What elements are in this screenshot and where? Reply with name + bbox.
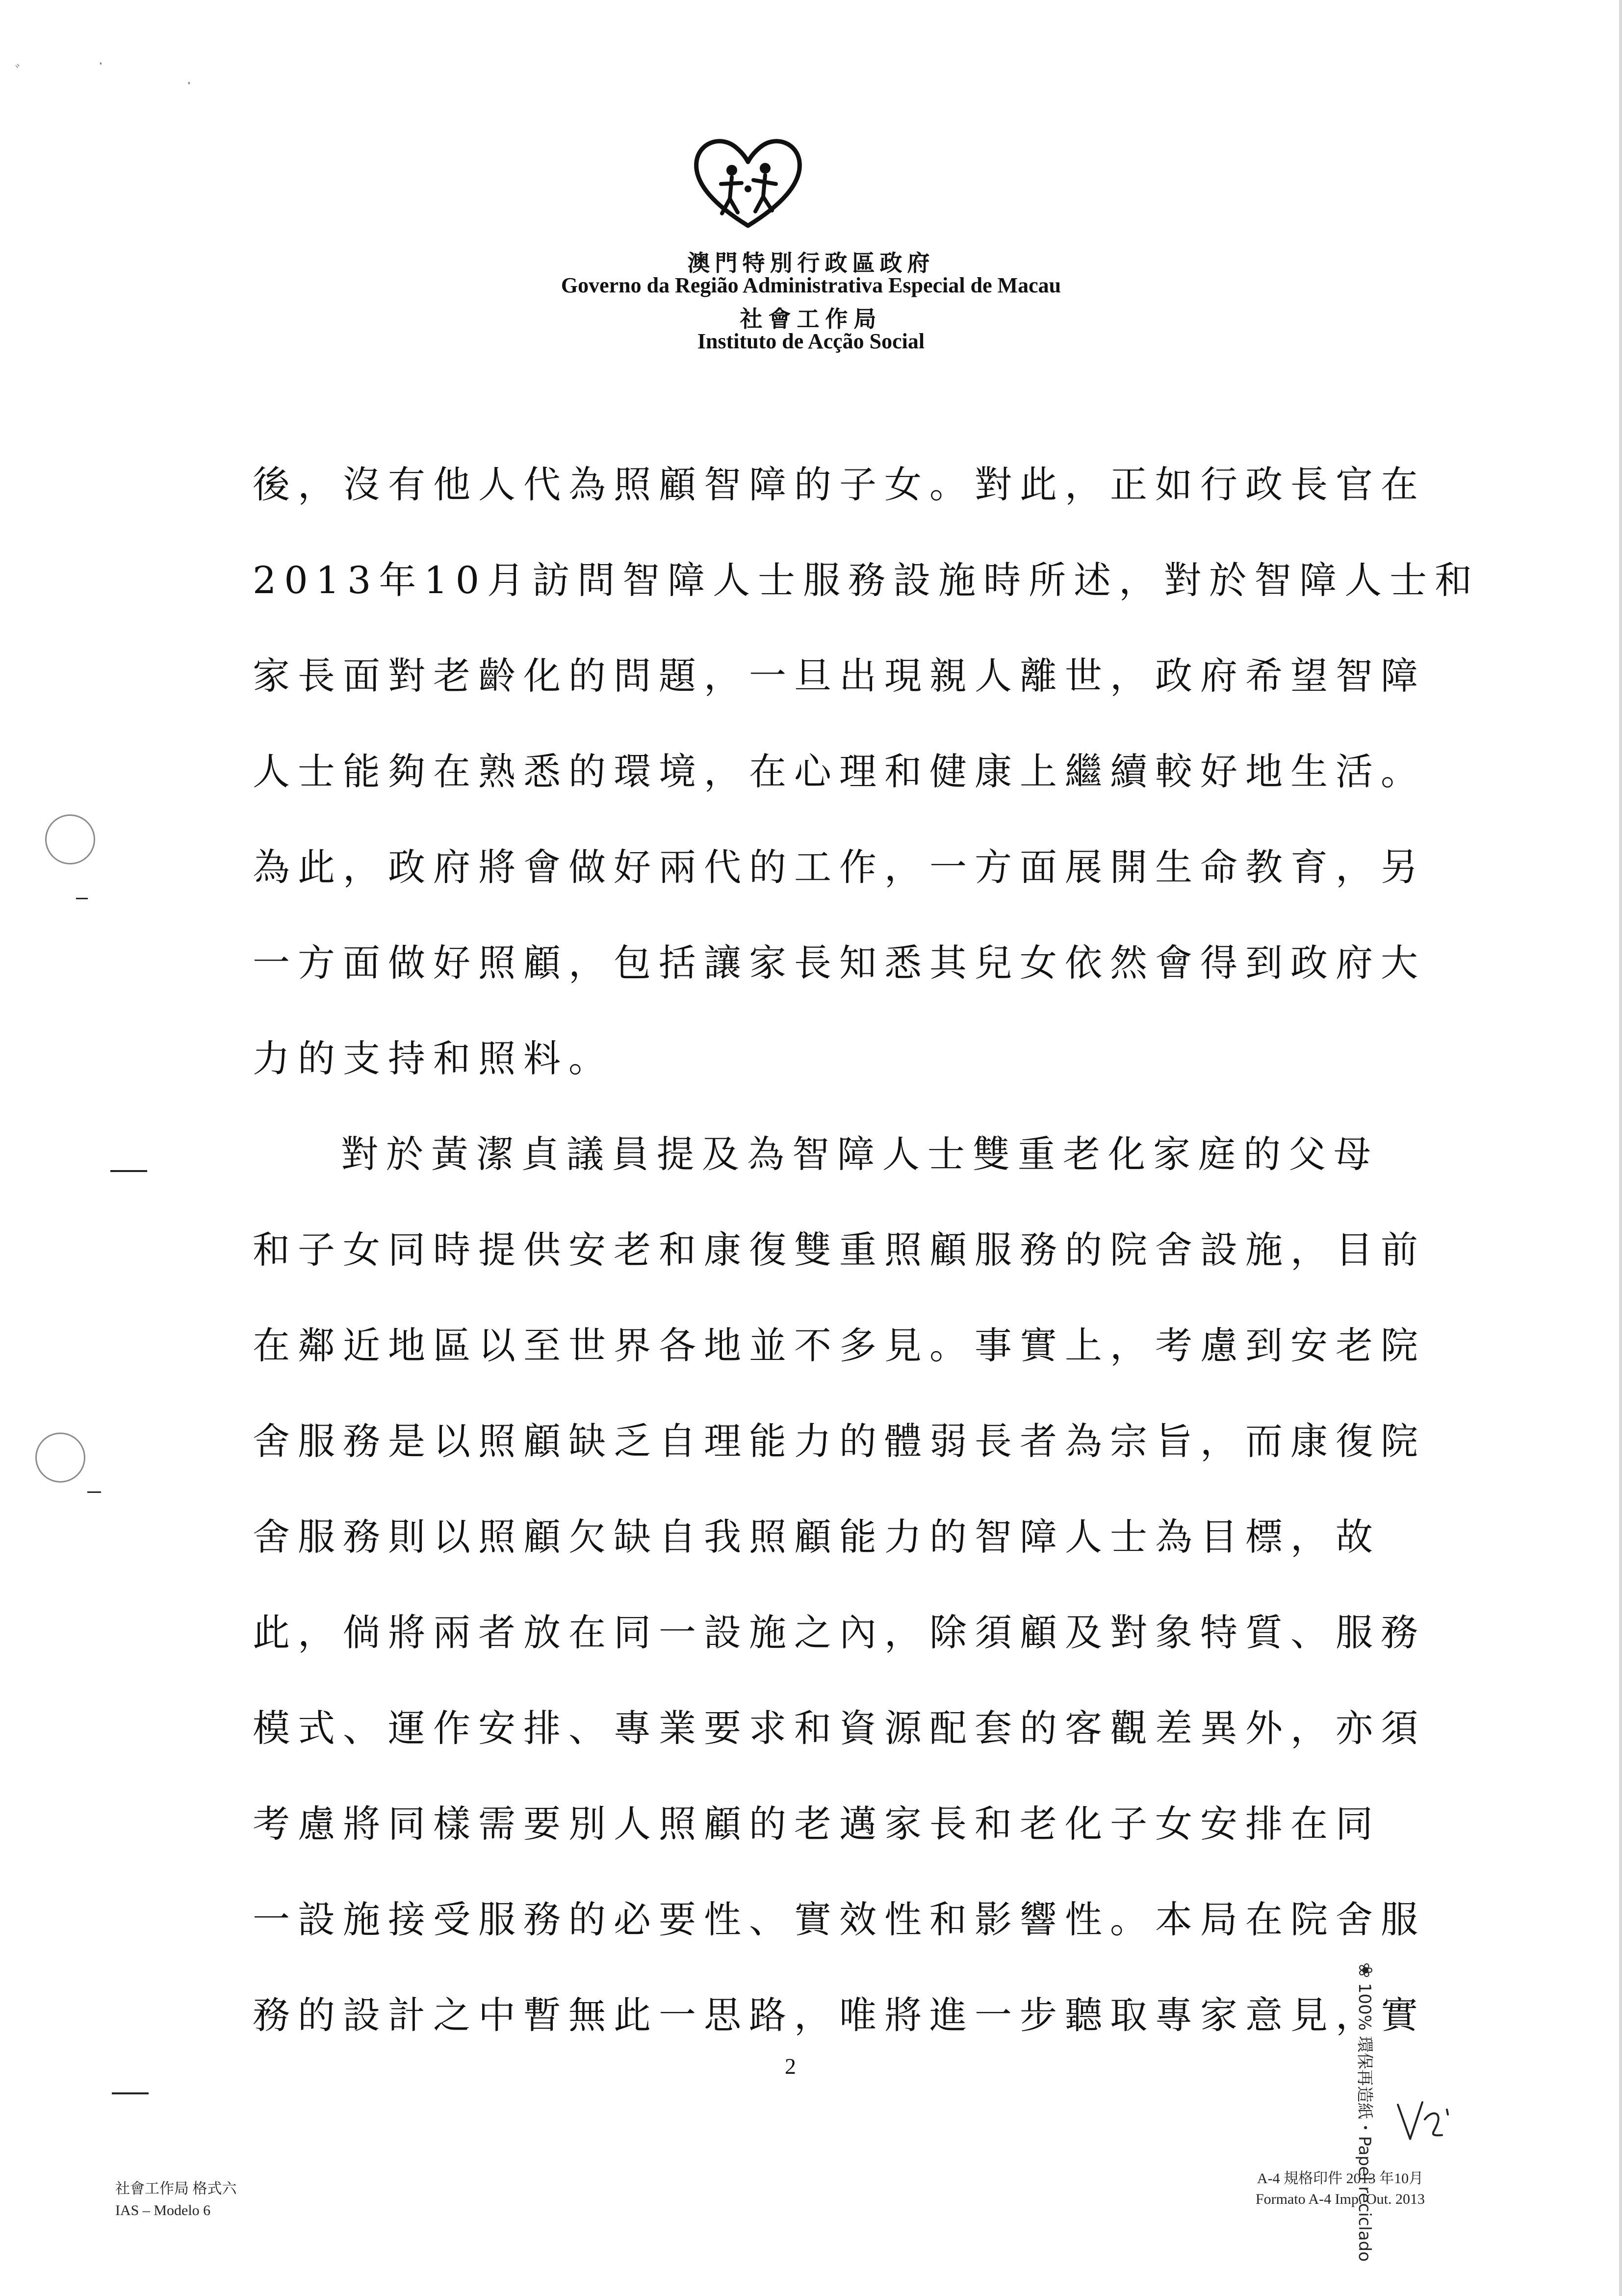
body-line: 務的設計之中暫無此一思路，唯將進一步聽取專家意見，實 bbox=[253, 1993, 1426, 2037]
print-info bbox=[1256, 2168, 1425, 2210]
form-code bbox=[115, 2178, 237, 2221]
body-line: 力的支持和照料。 bbox=[253, 1037, 614, 1080]
letter-body bbox=[253, 450, 1480, 2077]
form-code-pt: IAS – Modelo 6 bbox=[115, 2202, 211, 2218]
body-line: 對於黃潔貞議員提及為智障人士雙重老化家庭的父母 bbox=[341, 1132, 1379, 1176]
body-line: 家長面對老齡化的問題，一旦出現親人離世，政府希望智障 bbox=[253, 654, 1426, 698]
print-info-pt: Formato A-4 Imp. Out. 2013 bbox=[1256, 2191, 1425, 2207]
print-info-zh: A-4 規格印件 2013 年10月 bbox=[1257, 2170, 1424, 2187]
body-line: 一設施接受服務的必要性、實效性和影響性。本局在院舍服 bbox=[253, 1898, 1426, 1941]
letterhead-government-zh: 澳門特別行政區政府 bbox=[687, 250, 935, 276]
body-line: 後，沒有他人代為照顧智障的子女。對此，正如行政長官在 bbox=[253, 463, 1426, 506]
binder-hole bbox=[45, 814, 95, 864]
ias-heart-figures-logo bbox=[687, 125, 809, 238]
body-line: 舍服務是以照顧缺乏自理能力的體弱長者為宗旨，而康復院 bbox=[253, 1419, 1426, 1463]
margin-mark bbox=[76, 898, 88, 899]
body-line: 人士能夠在熟悉的環境，在心理和健康上繼續較好地生活。 bbox=[253, 750, 1426, 793]
binder-hole bbox=[35, 1433, 85, 1483]
recycled-paper-label: 100% 環保再造紙・Papel reciclado bbox=[1355, 1983, 1374, 2262]
scan-speck: · bbox=[186, 74, 192, 93]
form-code-zh: 社會工作局 格式六 bbox=[115, 2181, 237, 2197]
body-line: 和子女同時提供安老和康復雙重照顧服務的院舍設施，目前 bbox=[253, 1228, 1426, 1272]
body-line: 為此，政府將會做好兩代的工作，一方面展開生命教育，另 bbox=[253, 845, 1426, 889]
body-line: 一方面做好照顧，包括讓家長知悉其兒女依然會得到政府大 bbox=[253, 941, 1426, 985]
scan-speck: · bbox=[98, 54, 103, 74]
fold-mark bbox=[112, 2092, 149, 2094]
letterhead-department-pt: Instituto de Acção Social bbox=[697, 329, 925, 353]
handwritten-initials bbox=[1388, 2090, 1462, 2149]
margin-mark bbox=[87, 1491, 101, 1493]
body-line: 在鄰近地區以至世界各地並不多見。事實上，考慮到安老院 bbox=[253, 1324, 1426, 1367]
page-number: 2 bbox=[785, 2054, 796, 2079]
scan-speck: ﾞ bbox=[15, 63, 23, 82]
body-line: 模式、運作安排、專業要求和資源配套的客觀差異外，亦須 bbox=[253, 1706, 1426, 1750]
body-line: 舍服務則以照顧欠缺自我照顧能力的智障人士為目標，故 bbox=[253, 1515, 1381, 1559]
body-line: 2013年10月訪問智障人士服務設施時所述，對於智障人士和 bbox=[253, 558, 1480, 602]
recycle-icon: ❀ bbox=[1355, 1962, 1376, 1978]
body-line: 考慮將同樣需要別人照顧的老邁家長和老化子女安排在同 bbox=[253, 1802, 1381, 1846]
letterhead-government-pt: Governo da Região Administrativa Especial de Macau bbox=[561, 273, 1061, 297]
fold-mark bbox=[110, 1170, 147, 1172]
body-line: 此，倘將兩者放在同一設施之內，除須顧及對象特質、服務 bbox=[253, 1611, 1426, 1654]
letterhead-department-zh: 社會工作局 bbox=[740, 306, 882, 332]
